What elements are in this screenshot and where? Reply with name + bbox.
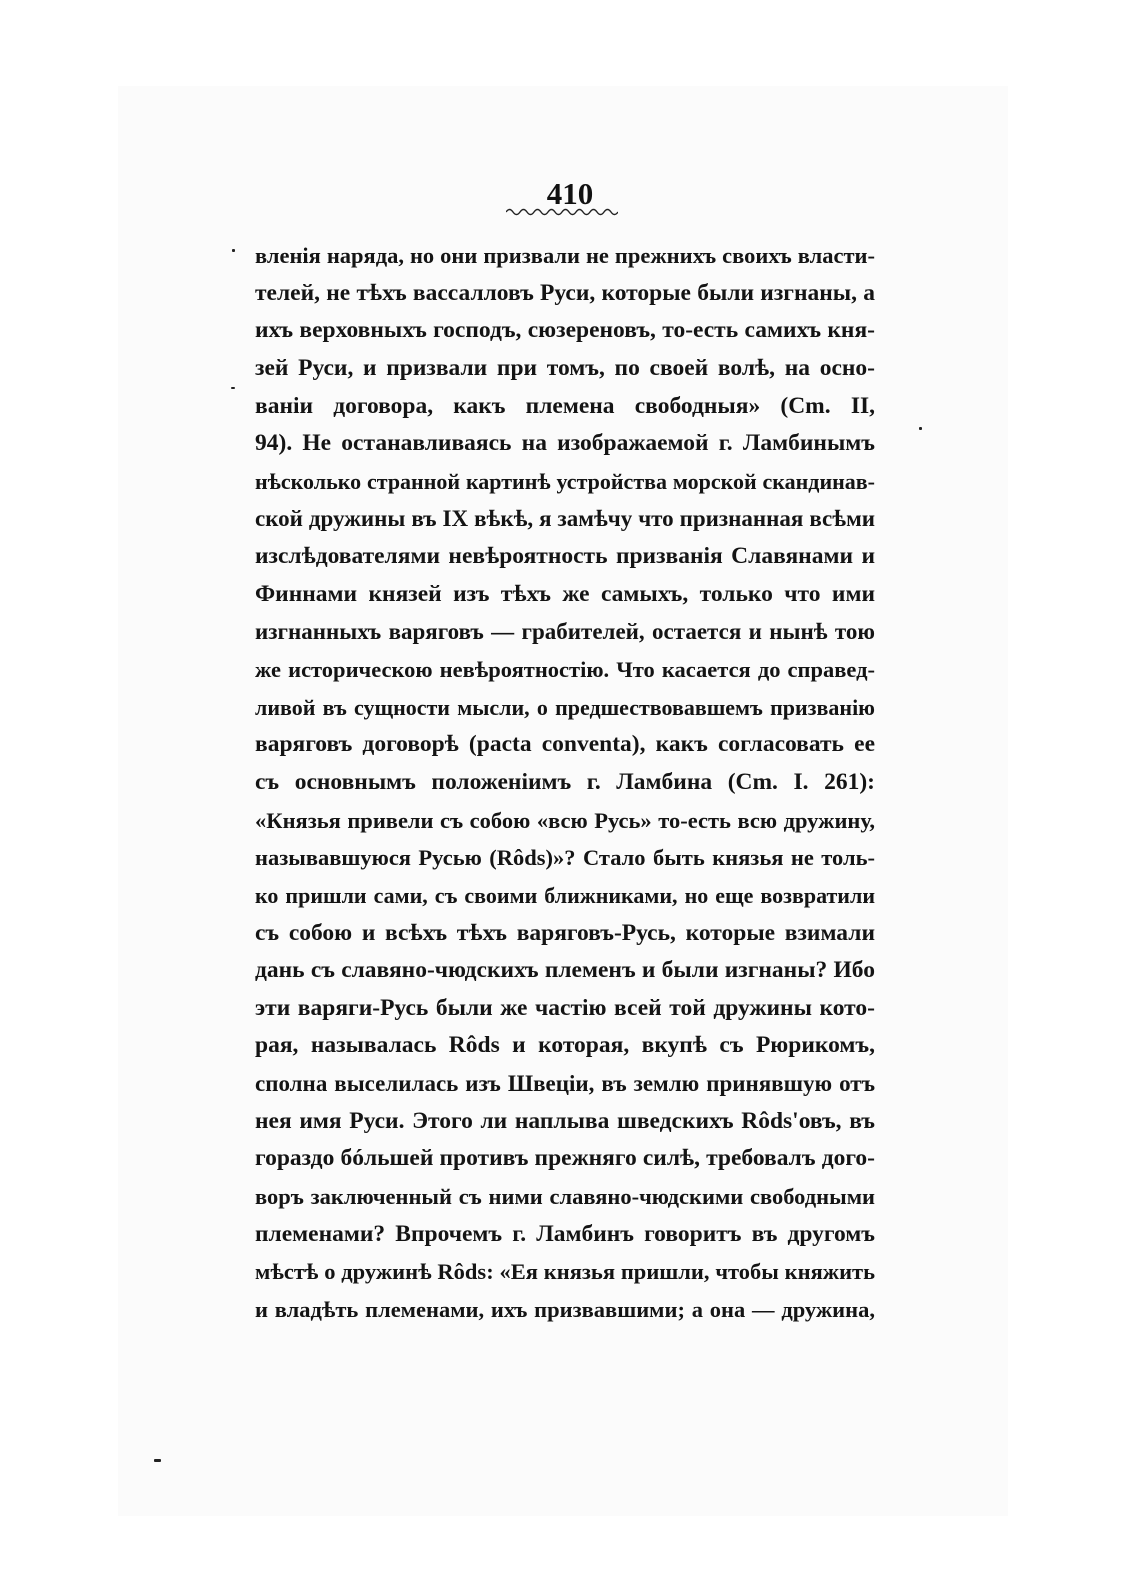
text-line: и владѣть племенами, ихъ призвавшими; а она — дружина, (255, 1296, 875, 1322)
text-line: вленія наряда, но они призвали не прежнихъ своихъ власти- (255, 243, 875, 268)
text-line: ливой въ сущности мысли, о предшествовавшемъ призванію (255, 694, 875, 720)
text-line: ихъ верховныхъ господъ, сюзереновъ, то-есть самихъ кня- (255, 317, 875, 344)
text-line: ко пришли сами, съ своими ближниками, но еще возвратили (255, 882, 875, 908)
text-line: съ собою и всѣхъ тѣхъ варяговъ-Русь, которые взимали (255, 919, 875, 946)
text-line: съ основнымъ положеніимъ г. Ламбина (Cm. I. 261): (255, 768, 875, 795)
text-line: 94). Не останавливаясь на изображаемой г. Ламбинымъ (255, 430, 875, 457)
text-line: племенами? Впрочемъ г. Ламбинъ говоритъ въ другомъ (255, 1220, 875, 1247)
text-line: телей, не тѣхъ вассалловъ Руси, которые были изгнаны, а (255, 279, 875, 306)
text-line: изгнанныхъ варяговъ — грабителей, остается и нынѣ тою (255, 619, 875, 645)
margin-speck (154, 1459, 161, 1462)
text-line: же историческою невѣроятностію. Что касается до справед- (255, 657, 875, 683)
text-line: Финнами князей изъ тѣхъ же самыхъ, только что ими (255, 580, 875, 607)
text-line: ской дружины въ IX вѣкѣ, я замѣчу что признанная всѣми (255, 506, 875, 532)
text-line: зей Руси, и призвали при томъ, по своей волѣ, на осно- (255, 354, 875, 381)
text-line: дань съ славяно-чюдскихъ племенъ и были изгнаны? Ибо (255, 957, 875, 984)
text-line: эти варяги-Русь были же частію всей той дружины кото- (255, 994, 875, 1021)
text-line: называвшуюся Русью (Rôds)»? Стало быть князья не толь- (255, 845, 875, 871)
page-number: 410 (546, 176, 594, 211)
text-line: мѣстѣ о дружинѣ Rôds: «Ея князья пришли, чтобы княжить (255, 1259, 875, 1285)
margin-speck (231, 387, 235, 389)
text-line: ваніи договора, какъ племена свободныя» (Cm. II, (255, 392, 875, 419)
body-text (255, 237, 875, 1329)
text-line: варяговъ договорѣ (pacta conventa), какъ согласовать ее (255, 731, 875, 758)
text-line: рая, называлась Rôds и которая, вкупѣ съ Рюрикомъ, (255, 1032, 875, 1059)
wavy-rule-ornament (506, 206, 618, 216)
text-line: нея имя Руси. Этого ли наплыва шведскихъ Rôds'овъ, въ (255, 1107, 875, 1134)
text-line: гораздо бóльшей противъ прежняго силѣ, требовалъ дого- (255, 1145, 875, 1172)
text-line: нѣсколько странной картинѣ устройства морской скандинав- (255, 468, 875, 494)
text-line: сполна выселилась изъ Швеціи, въ землю принявшую отъ (255, 1071, 875, 1097)
margin-speck (919, 427, 922, 430)
text-line: «Князья привели съ собою «всю Русь» то-есть всю дружину, (255, 807, 875, 833)
margin-speck (232, 249, 235, 252)
text-line: изслѣдователями невѣроятность призванія Славянами и (255, 543, 875, 570)
text-line: воръ заключенный съ ними славяно-чюдскими свободными (255, 1184, 875, 1210)
